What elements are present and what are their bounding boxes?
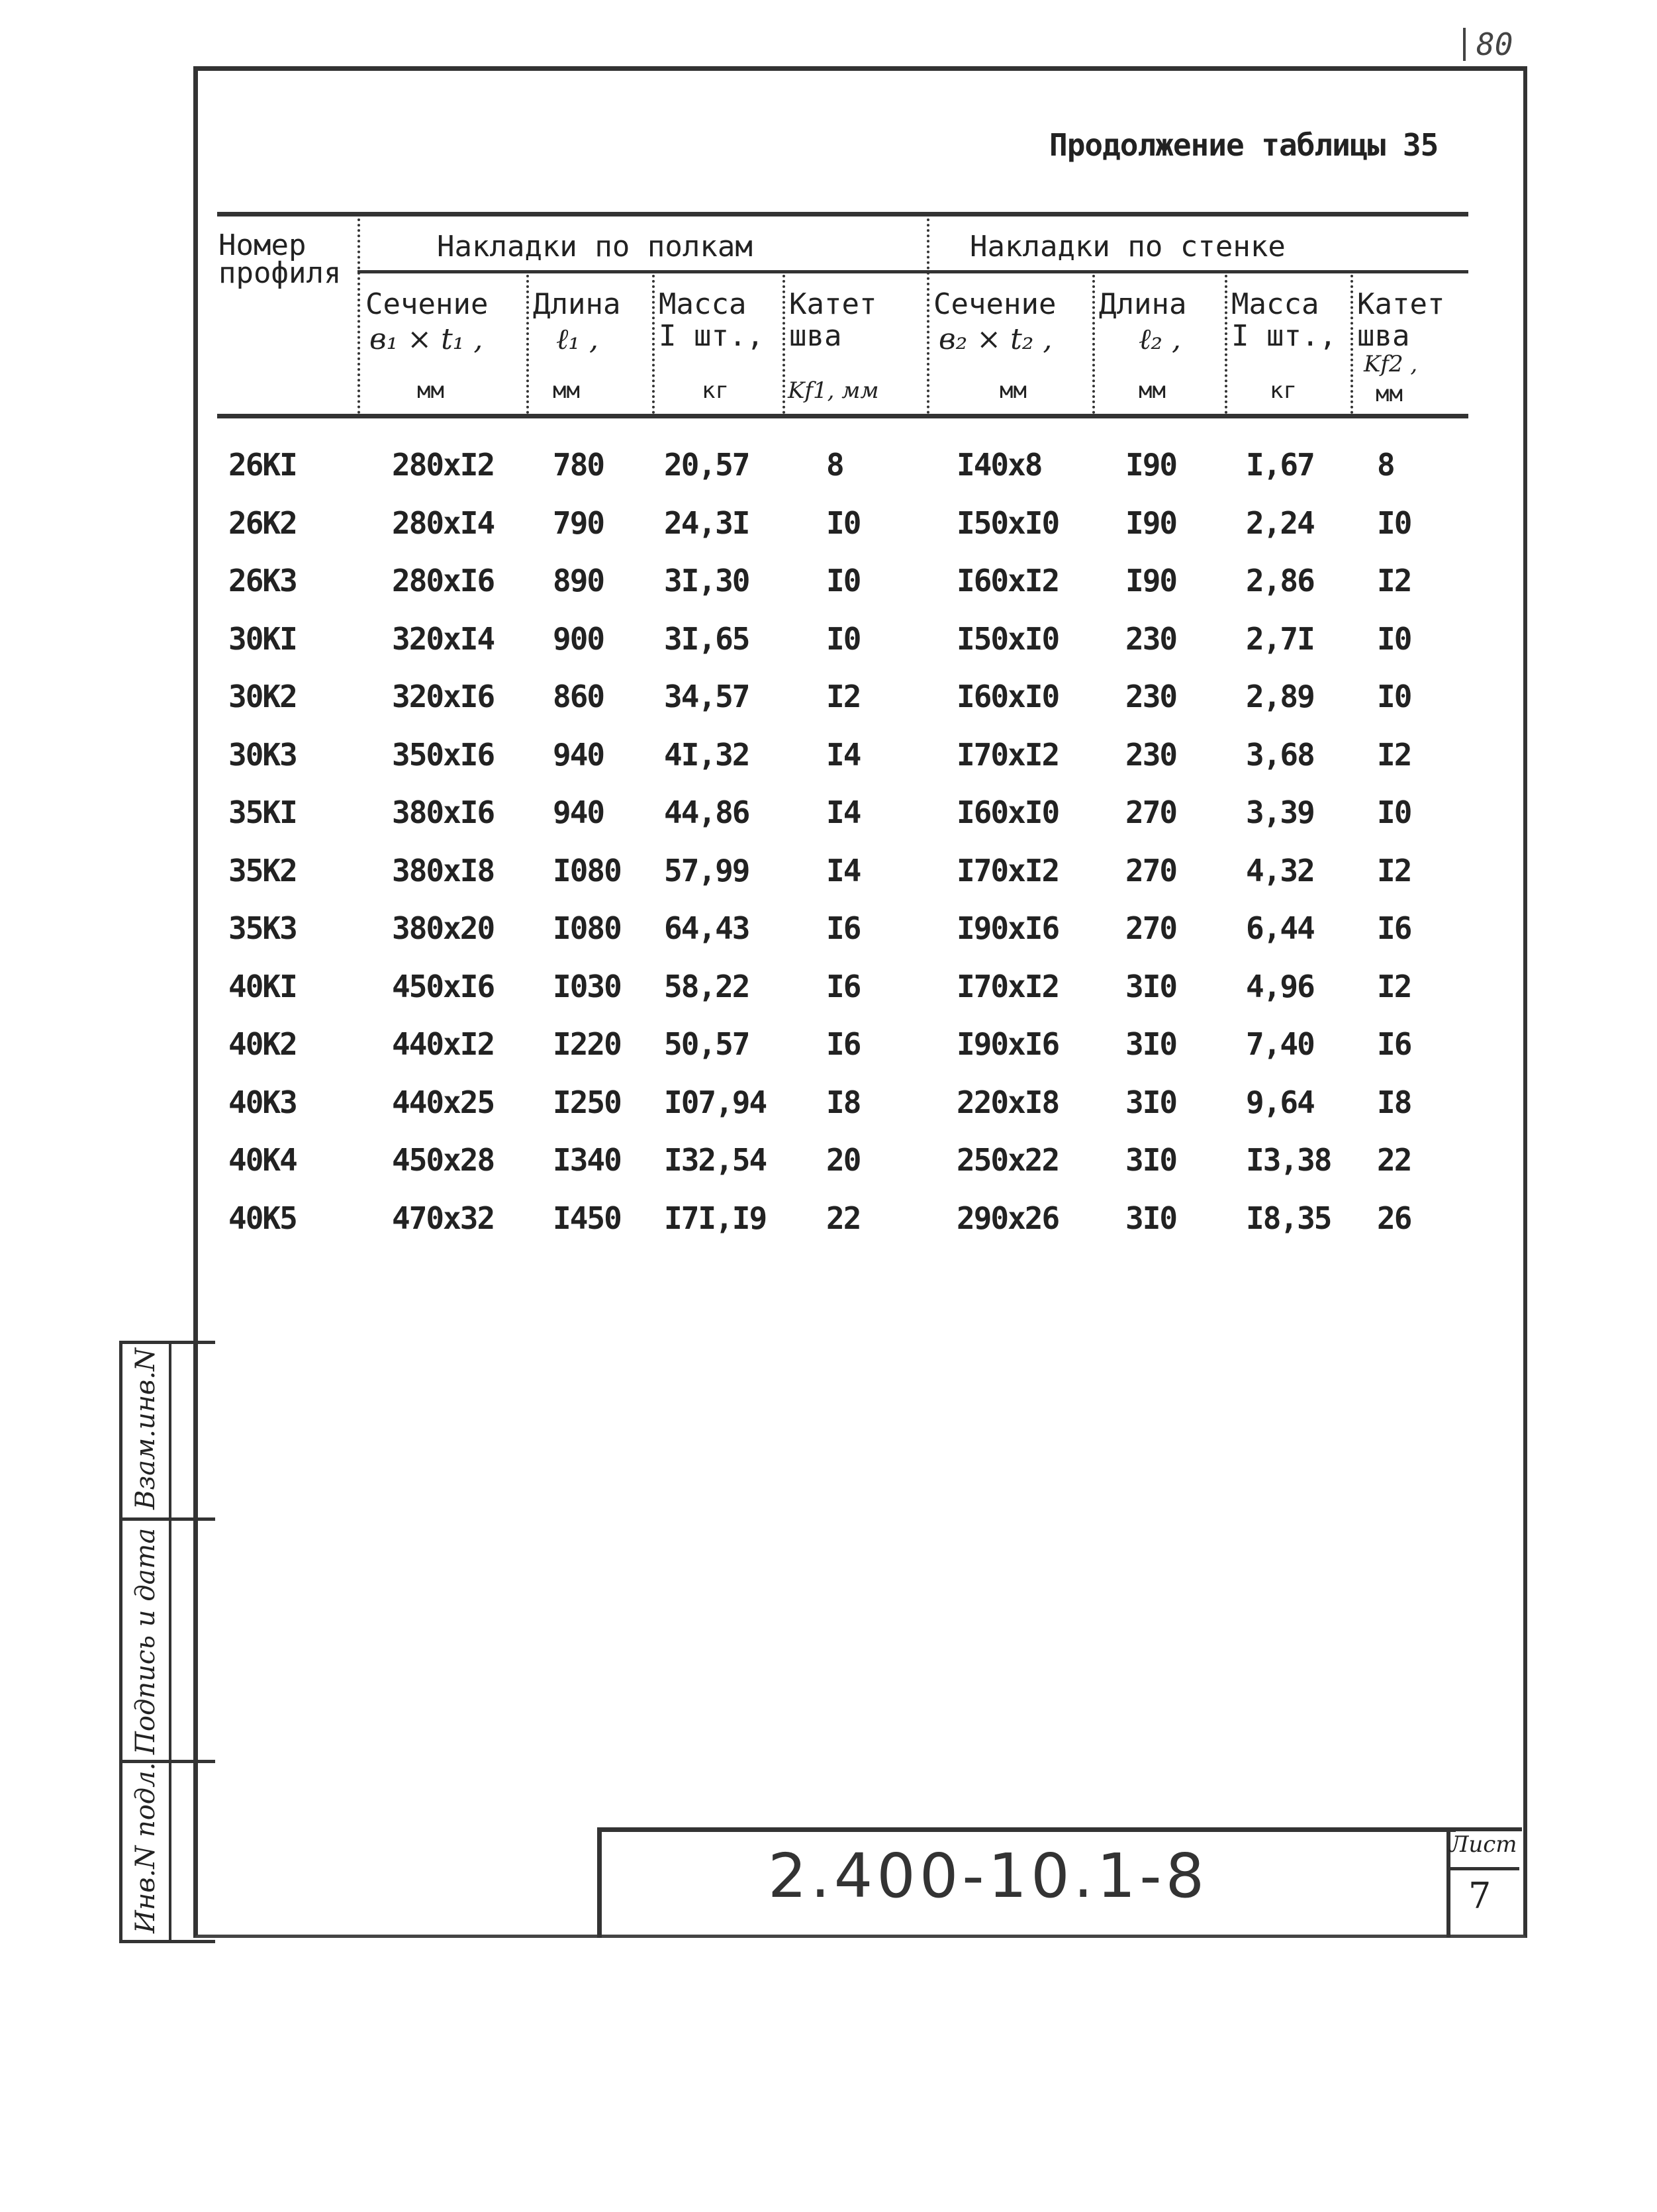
cell-web-weld-leg: I6	[1377, 910, 1411, 946]
cell-flange-length: 860	[553, 679, 604, 714]
cell-web-mass: 3,39	[1246, 794, 1314, 830]
cell-web-weld-leg: I2	[1377, 563, 1411, 599]
cell-flange-mass: I7I,I9	[664, 1200, 767, 1236]
page-number: 80	[1463, 28, 1513, 61]
cell-web-mass: 2,89	[1246, 679, 1314, 714]
cell-flange-section: 380хI8	[392, 853, 495, 889]
cell-web-section: 290х26	[957, 1200, 1059, 1236]
cell-flange-length: 890	[553, 563, 604, 599]
cell-flange-length: I220	[553, 1026, 621, 1062]
header-f-section: Сечение	[365, 287, 489, 321]
sheet-number: 7	[1468, 1875, 1491, 1917]
header-w-mass-per: I шт.,	[1231, 319, 1337, 353]
cell-web-section: I50хI0	[957, 621, 1059, 657]
cell-web-weld-leg: 8	[1377, 447, 1394, 483]
cell-web-weld-leg: I0	[1377, 621, 1411, 657]
header-w-length: Длина	[1099, 287, 1187, 321]
cell-web-weld-leg: I0	[1377, 794, 1411, 830]
cell-web-length: 230	[1125, 679, 1177, 714]
cell-web-mass: 6,44	[1246, 910, 1314, 946]
header-w-section-unit: мм	[1000, 377, 1027, 404]
document-code: 2.400-10.1-8	[768, 1841, 1209, 1911]
cell-flange-length: I450	[553, 1200, 621, 1236]
cell-flange-section: 350хI6	[392, 737, 495, 773]
cell-flange-weld-leg: I4	[826, 737, 861, 773]
header-web-group: Накладки по стенке	[970, 230, 1286, 264]
cell-web-length: 230	[1125, 621, 1177, 657]
header-f-mass-per: I шт.,	[659, 319, 764, 353]
cell-flange-mass: 4I,32	[664, 737, 749, 773]
cell-web-mass: I8,35	[1246, 1200, 1331, 1236]
header-f-mass: Масса	[659, 287, 747, 321]
cell-profile-number: 40КI	[228, 969, 297, 1004]
cell-profile-number: 40К3	[228, 1084, 297, 1120]
cell-flange-mass: 64,43	[664, 910, 749, 946]
cell-web-mass: 7,40	[1246, 1026, 1314, 1062]
cell-web-mass: 4,32	[1246, 853, 1314, 889]
header-f-section-unit: мм	[417, 377, 444, 404]
header-f-mass-unit: кг	[702, 377, 729, 404]
cell-web-weld-leg: I0	[1377, 679, 1411, 714]
cell-flange-length: 790	[553, 505, 604, 541]
cell-profile-number: 30КI	[228, 621, 297, 657]
strip-label-original-inv: Инв.N подл.	[130, 1762, 161, 1933]
cell-flange-length: 780	[553, 447, 604, 483]
header-w-section: Сечение	[933, 287, 1057, 321]
header-top-rule	[217, 212, 1468, 216]
cell-web-length: I90	[1125, 563, 1177, 599]
cell-flange-section: 440хI2	[392, 1026, 495, 1062]
header-f-weld-unit: Kf1, мм	[788, 377, 879, 404]
cell-web-weld-leg: I0	[1377, 505, 1411, 541]
header-w-length-symbol: ℓ₂ ,	[1139, 322, 1181, 356]
header-divider	[927, 218, 929, 414]
cell-web-section: I60хI0	[957, 794, 1059, 830]
cell-web-length: I90	[1125, 447, 1177, 483]
cell-flange-mass: 50,57	[664, 1026, 749, 1062]
cell-flange-section: 320хI6	[392, 679, 495, 714]
cell-web-section: I90хI6	[957, 1026, 1059, 1062]
header-w-weld-seam: шва	[1357, 319, 1410, 353]
cell-web-section: I70хI2	[957, 853, 1059, 889]
cell-flange-weld-leg: I0	[826, 621, 861, 657]
strip-column-divider	[169, 1344, 171, 1940]
cell-flange-length: I080	[553, 853, 621, 889]
cell-web-section: I60хI0	[957, 679, 1059, 714]
header-flange-group: Накладки по полкам	[437, 230, 753, 264]
cell-web-weld-leg: 22	[1377, 1142, 1411, 1178]
cell-flange-weld-leg: I6	[826, 969, 861, 1004]
cell-flange-length: I030	[553, 969, 621, 1004]
cell-web-mass: I,67	[1246, 447, 1314, 483]
cell-web-length: I90	[1125, 505, 1177, 541]
header-f-length-unit: мм	[553, 377, 580, 404]
header-f-section-formula: в₁ × t₁ ,	[369, 322, 483, 356]
cell-profile-number: 30К2	[228, 679, 297, 714]
cell-flange-weld-leg: 8	[826, 447, 843, 483]
sheet-label: Лист	[1450, 1831, 1517, 1858]
cell-flange-section: 470х32	[392, 1200, 495, 1236]
header-f-weld: Катет	[789, 287, 877, 321]
cell-web-weld-leg: 26	[1377, 1200, 1411, 1236]
cell-flange-mass: 20,57	[664, 447, 749, 483]
cell-web-length: 270	[1125, 853, 1177, 889]
cell-web-mass: 2,7I	[1246, 621, 1314, 657]
cell-web-mass: 3,68	[1246, 737, 1314, 773]
cell-flange-section: 440х25	[392, 1084, 495, 1120]
header-divider	[1350, 275, 1353, 414]
cell-profile-number: 40К5	[228, 1200, 297, 1236]
header-w-length-unit: мм	[1139, 377, 1166, 404]
header-mid-rule	[357, 270, 1468, 273]
cell-web-mass: 4,96	[1246, 969, 1314, 1004]
cell-profile-number: 30К3	[228, 737, 297, 773]
cell-web-length: 3I0	[1125, 1200, 1177, 1236]
cell-flange-mass: I32,54	[664, 1142, 767, 1178]
cell-flange-weld-leg: I4	[826, 794, 861, 830]
cell-web-weld-leg: I2	[1377, 737, 1411, 773]
cell-web-mass: I3,38	[1246, 1142, 1331, 1178]
cell-flange-weld-leg: 22	[826, 1200, 861, 1236]
cell-web-length: 3I0	[1125, 1142, 1177, 1178]
cell-flange-weld-leg: I8	[826, 1084, 861, 1120]
cell-flange-section: 280хI6	[392, 563, 495, 599]
cell-web-weld-leg: I8	[1377, 1084, 1411, 1120]
cell-flange-length: I250	[553, 1084, 621, 1120]
header-w-weld: Катет	[1357, 287, 1445, 321]
cell-flange-weld-leg: I4	[826, 853, 861, 889]
cell-web-weld-leg: I2	[1377, 853, 1411, 889]
cell-profile-number: 40К2	[228, 1026, 297, 1062]
cell-web-weld-leg: I2	[1377, 969, 1411, 1004]
header-divider	[526, 275, 529, 414]
cell-flange-length: 940	[553, 737, 604, 773]
cell-flange-mass: 58,22	[664, 969, 749, 1004]
cell-web-section: I60хI2	[957, 563, 1059, 599]
header-w-weld-unit: мм	[1376, 381, 1403, 407]
cell-flange-section: 380х20	[392, 910, 495, 946]
cell-flange-mass: 3I,30	[664, 563, 749, 599]
header-f-length: Длина	[533, 287, 621, 321]
cell-flange-weld-leg: I2	[826, 679, 861, 714]
cell-web-length: 270	[1125, 910, 1177, 946]
cell-flange-mass: 34,57	[664, 679, 749, 714]
header-w-mass-unit: кг	[1270, 377, 1297, 404]
cell-profile-number: 35КI	[228, 794, 297, 830]
cell-flange-weld-leg: I6	[826, 1026, 861, 1062]
cell-flange-length: 940	[553, 794, 604, 830]
cell-flange-mass: 44,86	[664, 794, 749, 830]
cell-flange-weld-leg: 20	[826, 1142, 861, 1178]
cell-flange-section: 320хI4	[392, 621, 495, 657]
header-w-weld-symbol: Kf2 ,	[1364, 351, 1418, 377]
cell-web-section: I50хI0	[957, 505, 1059, 541]
header-w-mass: Масса	[1231, 287, 1319, 321]
cell-web-section: 220хI8	[957, 1084, 1059, 1120]
cell-flange-section: 450х28	[392, 1142, 495, 1178]
header-divider	[652, 275, 655, 414]
side-approval-strip	[119, 1341, 215, 1943]
cell-web-section: 250х22	[957, 1142, 1059, 1178]
cell-flange-mass: I07,94	[664, 1084, 767, 1120]
cell-flange-section: 450хI6	[392, 969, 495, 1004]
cell-flange-mass: 24,3I	[664, 505, 749, 541]
cell-profile-number: 26КI	[228, 447, 297, 483]
cell-web-section: I40х8	[957, 447, 1042, 483]
cell-web-length: 270	[1125, 794, 1177, 830]
cell-web-weld-leg: I6	[1377, 1026, 1411, 1062]
cell-web-section: I90хI6	[957, 910, 1059, 946]
cell-flange-length: I080	[553, 910, 621, 946]
cell-flange-section: 380хI6	[392, 794, 495, 830]
header-profile-line1: Номер	[218, 228, 307, 262]
header-divider	[1092, 275, 1095, 414]
strip-label-signature-date: Подпись и дата	[130, 1527, 161, 1755]
cell-flange-weld-leg: I0	[826, 563, 861, 599]
strip-row-divider	[122, 1517, 215, 1521]
cell-flange-section: 280хI2	[392, 447, 495, 483]
header-divider	[782, 275, 785, 414]
cell-flange-weld-leg: I0	[826, 505, 861, 541]
cell-web-mass: 2,24	[1246, 505, 1314, 541]
table-caption: Продолжение таблицы 35	[1049, 127, 1439, 163]
header-f-weld-seam: шва	[789, 319, 842, 353]
cell-flange-mass: 57,99	[664, 853, 749, 889]
cell-web-length: 3I0	[1125, 1084, 1177, 1120]
cell-profile-number: 35К2	[228, 853, 297, 889]
cell-profile-number: 40К4	[228, 1142, 297, 1178]
cell-web-section: I70хI2	[957, 737, 1059, 773]
header-bottom-rule	[217, 414, 1468, 418]
header-divider	[1225, 275, 1227, 414]
cell-flange-length: I340	[553, 1142, 621, 1178]
cell-flange-section: 280хI4	[392, 505, 495, 541]
cell-profile-number: 26К3	[228, 563, 297, 599]
header-f-length-symbol: ℓ₁ ,	[556, 322, 598, 356]
cell-web-length: 3I0	[1125, 969, 1177, 1004]
cell-flange-weld-leg: I6	[826, 910, 861, 946]
header-profile-line2: профиля	[218, 256, 342, 290]
cell-web-length: 230	[1125, 737, 1177, 773]
cell-profile-number: 35К3	[228, 910, 297, 946]
cell-flange-length: 900	[553, 621, 604, 657]
cell-flange-mass: 3I,65	[664, 621, 749, 657]
cell-profile-number: 26К2	[228, 505, 297, 541]
sheet-box-divider	[1446, 1867, 1519, 1870]
strip-label-replaced-inv: Взам.инв.N	[130, 1347, 161, 1510]
header-w-section-formula: в₂ × t₂ ,	[939, 322, 1053, 356]
cell-web-section: I70хI2	[957, 969, 1059, 1004]
header-divider	[357, 218, 360, 414]
cell-web-length: 3I0	[1125, 1026, 1177, 1062]
cell-web-mass: 2,86	[1246, 563, 1314, 599]
cell-web-mass: 9,64	[1246, 1084, 1314, 1120]
